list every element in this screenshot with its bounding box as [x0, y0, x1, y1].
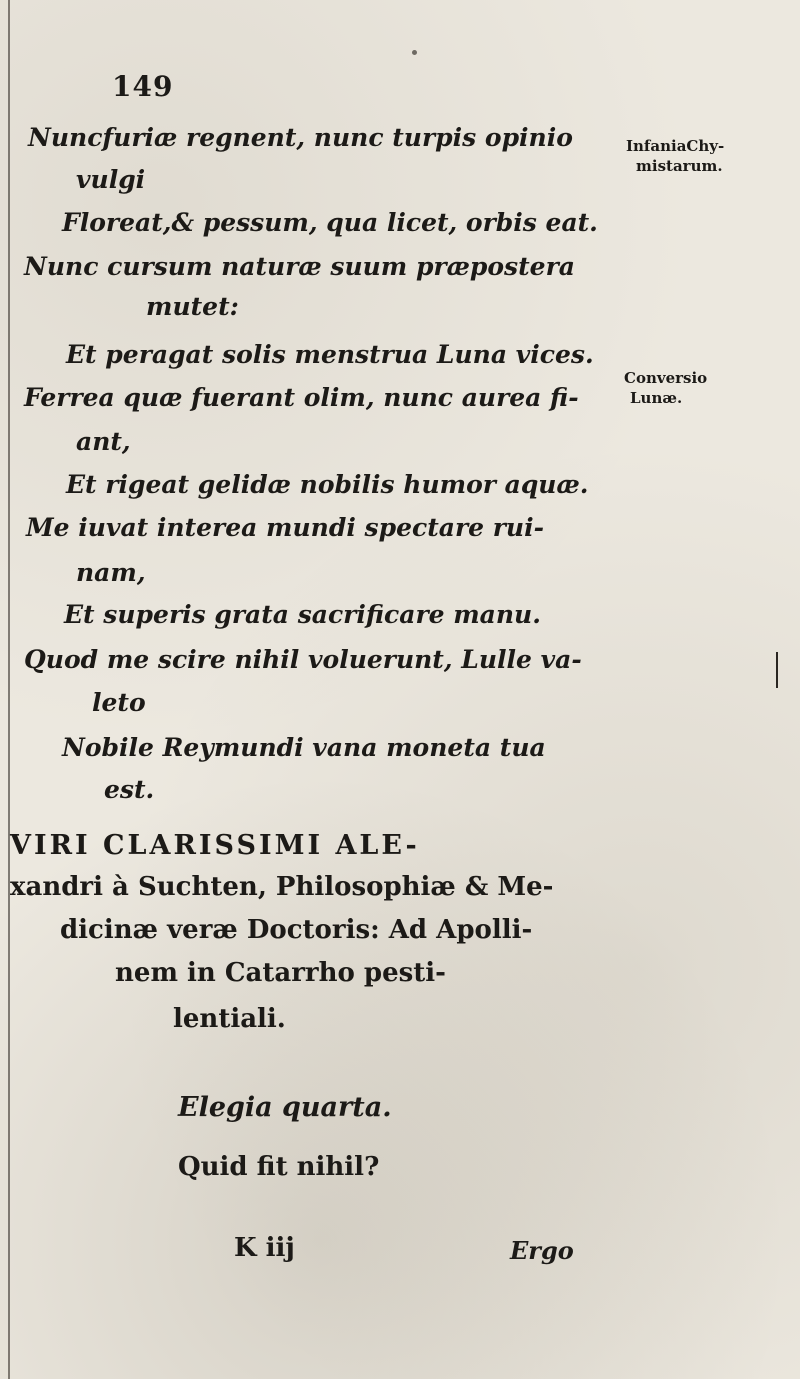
heading-line: nem in Catarrho pesti- — [115, 958, 446, 988]
catchword: Ergo — [510, 1236, 574, 1265]
heading-line: VIRI CLARISSIMI ALE- — [10, 830, 420, 861]
margin-note — [624, 368, 707, 408]
first-line: Quid fit nihil? — [178, 1152, 380, 1182]
poem-line: Ferrea quæ fuerant olim, nunc aurea fi- — [24, 383, 579, 412]
page-number: 149 — [112, 70, 174, 103]
heading-line: lentiali. — [173, 1004, 286, 1034]
poem-line: Quod me scire nihil voluerunt, Lulle va- — [24, 645, 582, 674]
poem-line: Nuncfuriæ regnent, nunc turpis opinio — [28, 123, 573, 152]
margin-note-line: Lunæ. — [630, 389, 683, 407]
poem-line: nam, — [76, 558, 146, 587]
poem-line: est. — [104, 775, 155, 804]
margin-rule-mark — [776, 652, 778, 688]
page-edge-rule — [8, 0, 10, 1379]
poem-line: leto — [92, 688, 146, 717]
poem-line: Et peragat solis menstrua Luna vices. — [66, 340, 594, 369]
poem-line: Me iuvat interea mundi spectare rui- — [26, 513, 544, 542]
poem-line: mutet: — [146, 292, 239, 321]
signature-mark: K iij — [234, 1233, 295, 1263]
margin-note-line: mistarum. — [636, 157, 723, 175]
poem-line: ant, — [76, 427, 131, 456]
ink-speck — [412, 50, 417, 55]
elegy-title: Elegia quarta. — [178, 1092, 392, 1123]
heading-line: xandri à Suchten, Philosophiæ & Me- — [10, 872, 554, 902]
poem-line: Nobile Reymundi vana moneta tua — [62, 733, 546, 762]
poem-line: Et rigeat gelidæ nobilis humor aquæ. — [66, 470, 589, 499]
poem-line: Nunc cursum naturæ suum præpostera — [24, 252, 575, 281]
margin-note — [626, 136, 724, 176]
poem-line: vulgi — [76, 165, 146, 194]
poem-line: Floreat,& pessum, qua licet, orbis eat. — [62, 208, 598, 237]
margin-note-line: Conversio — [624, 369, 708, 387]
margin-note-line: InfaniaChy- — [626, 137, 725, 155]
heading-line: dicinæ veræ Doctoris: Ad Apolli- — [60, 915, 533, 945]
poem-line: Et superis grata sacrificare manu. — [64, 600, 541, 629]
